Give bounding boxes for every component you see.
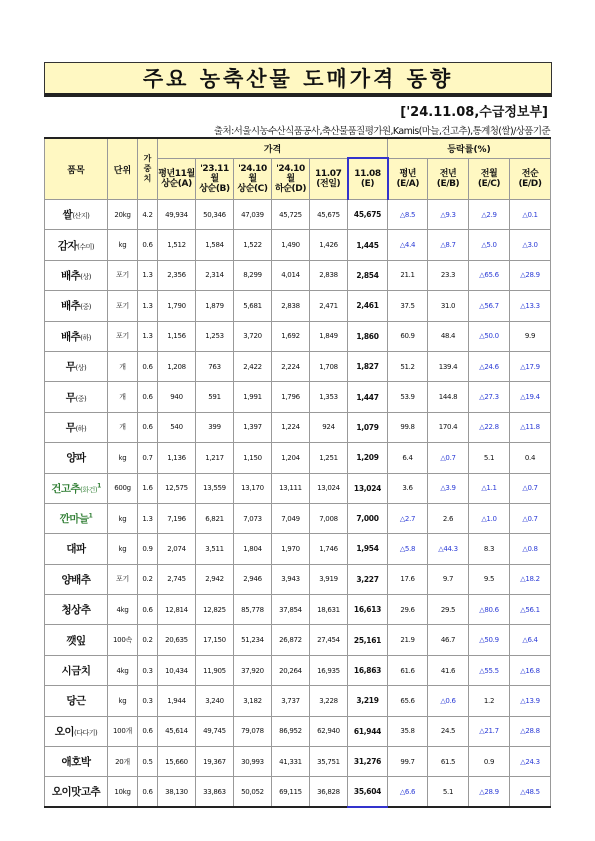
header-rate-col: 전순 (E/D) (510, 158, 551, 200)
price-cell: 13,170 (234, 473, 272, 503)
price-cell: 4,014 (272, 260, 310, 290)
current-price-cell: 13,024 (348, 473, 388, 503)
price-cell: 1,804 (234, 534, 272, 564)
item-name-cell: 무(중) (45, 382, 108, 412)
item-name-cell: 쌀(산지) (45, 200, 108, 230)
price-cell: 86,952 (272, 716, 310, 746)
price-cell: 49,745 (196, 716, 234, 746)
table-row (45, 412, 551, 442)
header-price-col: '24.10월 하순(D) (272, 158, 310, 200)
price-cell: 1,156 (158, 321, 196, 351)
table-row (45, 777, 551, 807)
item-name-cell: 양배추 (45, 564, 108, 594)
price-cell: 1,426 (310, 230, 348, 260)
price-cell: 2,422 (234, 351, 272, 381)
price-cell: 540 (158, 412, 196, 442)
rate-cell: △1.1 (469, 473, 510, 503)
table-row (45, 595, 551, 625)
price-cell: 2,314 (196, 260, 234, 290)
price-cell: 2,946 (234, 564, 272, 594)
price-cell: 50,346 (196, 200, 234, 230)
unit-cell: 600g (108, 473, 138, 503)
rate-cell: △0.7 (510, 503, 551, 533)
price-cell: 1,796 (272, 382, 310, 412)
table-row (45, 503, 551, 533)
unit-cell: kg (108, 686, 138, 716)
rate-cell: △28.9 (510, 260, 551, 290)
rate-cell: △13.3 (510, 291, 551, 321)
price-table (44, 137, 551, 808)
price-cell: 38,130 (158, 777, 196, 807)
unit-cell: 개 (108, 412, 138, 442)
item-name-cell: 무(하) (45, 412, 108, 442)
current-price-cell: 45,675 (348, 200, 388, 230)
item-name-cell: 배추(상) (45, 260, 108, 290)
unit-cell: kg (108, 443, 138, 473)
price-cell: 1,944 (158, 686, 196, 716)
item-name-cell: 오이맛고추 (45, 777, 108, 807)
rate-cell: 35.8 (388, 716, 428, 746)
rate-cell: △2.7 (388, 503, 428, 533)
price-cell: 27,454 (310, 625, 348, 655)
weight-cell: 0.6 (138, 595, 158, 625)
date-department-label: ['24.11.08,수급정보부] (400, 105, 548, 120)
rate-cell: 9.7 (428, 564, 469, 594)
current-price-cell: 1,447 (348, 382, 388, 412)
weight-cell: 1.3 (138, 260, 158, 290)
unit-cell: 20kg (108, 200, 138, 230)
table-row (45, 382, 551, 412)
price-cell: 1,970 (272, 534, 310, 564)
current-price-cell: 3,227 (348, 564, 388, 594)
price-cell: 3,737 (272, 686, 310, 716)
price-cell: 49,934 (158, 200, 196, 230)
header-price-col: 평년11월 상순(A) (158, 158, 196, 200)
rate-cell: 5.1 (428, 777, 469, 807)
current-price-cell: 1,445 (348, 230, 388, 260)
rate-cell: △1.0 (469, 503, 510, 533)
current-price-cell: 1,954 (348, 534, 388, 564)
table-row (45, 351, 551, 381)
rate-cell: 6.4 (388, 443, 428, 473)
table-row (45, 534, 551, 564)
unit-cell: 100개 (108, 716, 138, 746)
price-cell: 5,681 (234, 291, 272, 321)
rate-cell: 2.6 (428, 503, 469, 533)
price-cell: 3,720 (234, 321, 272, 351)
weight-cell: 0.3 (138, 655, 158, 685)
rate-cell: 5.1 (469, 443, 510, 473)
weight-cell: 0.5 (138, 747, 158, 777)
price-cell: 11,905 (196, 655, 234, 685)
current-price-cell: 7,000 (348, 503, 388, 533)
rate-cell: △80.6 (469, 595, 510, 625)
rate-cell: 51.2 (388, 351, 428, 381)
table-row (45, 230, 551, 260)
rate-cell: △9.3 (428, 200, 469, 230)
unit-cell: 100속 (108, 625, 138, 655)
unit-cell: 포기 (108, 260, 138, 290)
price-cell: 30,993 (234, 747, 272, 777)
source-note: 출처:서울시농수산식품공사,축산물품질평가원,Kamis(마늘,건고추),통계청(쌀)/상품기준 (213, 126, 550, 137)
current-price-cell: 1,079 (348, 412, 388, 442)
rate-cell: △0.1 (510, 200, 551, 230)
rate-cell: 41.6 (428, 655, 469, 685)
item-name-cell: 배추(중) (45, 291, 108, 321)
table-row (45, 625, 551, 655)
weight-cell: 0.3 (138, 686, 158, 716)
weight-cell: 0.9 (138, 534, 158, 564)
current-price-cell: 1,827 (348, 351, 388, 381)
price-cell: 12,575 (158, 473, 196, 503)
price-cell: 1,512 (158, 230, 196, 260)
rate-cell: △13.9 (510, 686, 551, 716)
price-cell: 1,204 (272, 443, 310, 473)
price-cell: 1,746 (310, 534, 348, 564)
rate-cell: △28.8 (510, 716, 551, 746)
price-cell: 37,854 (272, 595, 310, 625)
item-name-cell: 건고추(화건)$^1$ (45, 473, 108, 503)
table-row (45, 260, 551, 290)
price-cell: 17,150 (196, 625, 234, 655)
header-rate-group: 등락률(%) (388, 138, 551, 158)
price-cell: 20,264 (272, 655, 310, 685)
rate-cell: △6.6 (388, 777, 428, 807)
table-row (45, 291, 551, 321)
price-cell: 37,920 (234, 655, 272, 685)
table-row (45, 473, 551, 503)
price-cell: 1,224 (272, 412, 310, 442)
header-price-col: 11.07 (전일) (310, 158, 348, 200)
header-rate-col: 전월 (E/C) (469, 158, 510, 200)
rate-cell: △2.9 (469, 200, 510, 230)
price-cell: 1,217 (196, 443, 234, 473)
price-cell: 940 (158, 382, 196, 412)
price-cell: 50,052 (234, 777, 272, 807)
price-cell: 2,942 (196, 564, 234, 594)
rate-cell: △8.7 (428, 230, 469, 260)
price-cell: 6,821 (196, 503, 234, 533)
price-cell: 3,943 (272, 564, 310, 594)
weight-cell: 0.6 (138, 716, 158, 746)
current-price-cell: 61,944 (348, 716, 388, 746)
rate-cell: △17.9 (510, 351, 551, 381)
rate-cell: △44.3 (428, 534, 469, 564)
price-cell: 26,872 (272, 625, 310, 655)
rate-cell: 170.4 (428, 412, 469, 442)
price-cell: 2,838 (310, 260, 348, 290)
rate-cell: 48.4 (428, 321, 469, 351)
header-price-col: 11.08 (E) (348, 158, 388, 200)
price-cell: 2,745 (158, 564, 196, 594)
price-cell: 1,708 (310, 351, 348, 381)
price-cell: 10,434 (158, 655, 196, 685)
rate-cell: 139.4 (428, 351, 469, 381)
price-cell: 13,024 (310, 473, 348, 503)
header-item: 품목 (45, 138, 108, 200)
rate-cell: △18.2 (510, 564, 551, 594)
price-cell: 79,078 (234, 716, 272, 746)
price-cell: 3,511 (196, 534, 234, 564)
current-price-cell: 1,860 (348, 321, 388, 351)
rate-cell: 46.7 (428, 625, 469, 655)
rate-cell: △16.8 (510, 655, 551, 685)
unit-cell: kg (108, 503, 138, 533)
rate-cell: △19.4 (510, 382, 551, 412)
header-price-group: 가격 (158, 138, 388, 158)
price-cell: 69,115 (272, 777, 310, 807)
table-row (45, 564, 551, 594)
price-cell: 1,397 (234, 412, 272, 442)
price-cell: 7,049 (272, 503, 310, 533)
rate-cell: △48.5 (510, 777, 551, 807)
table-row (45, 686, 551, 716)
rate-cell: △6.4 (510, 625, 551, 655)
price-cell: 1,150 (234, 443, 272, 473)
header-weight: 가 중 치 (138, 138, 158, 200)
price-cell: 13,111 (272, 473, 310, 503)
unit-cell: 20개 (108, 747, 138, 777)
unit-cell: 4kg (108, 595, 138, 625)
unit-cell: 포기 (108, 564, 138, 594)
price-cell: 3,919 (310, 564, 348, 594)
price-cell: 1,790 (158, 291, 196, 321)
price-cell: 2,471 (310, 291, 348, 321)
price-cell: 1,879 (196, 291, 234, 321)
current-price-cell: 16,613 (348, 595, 388, 625)
price-cell: 15,660 (158, 747, 196, 777)
weight-cell: 0.6 (138, 351, 158, 381)
rate-cell: △21.7 (469, 716, 510, 746)
unit-cell: kg (108, 534, 138, 564)
price-cell: 763 (196, 351, 234, 381)
price-cell: 7,008 (310, 503, 348, 533)
unit-cell: 포기 (108, 321, 138, 351)
item-name-cell: 청상추 (45, 595, 108, 625)
rate-cell: △0.7 (428, 443, 469, 473)
rate-cell: △28.9 (469, 777, 510, 807)
price-cell: 36,828 (310, 777, 348, 807)
price-cell: 13,559 (196, 473, 234, 503)
item-name-cell: 깻잎 (45, 625, 108, 655)
rate-cell: △5.0 (469, 230, 510, 260)
price-cell: 51,234 (234, 625, 272, 655)
price-cell: 2,224 (272, 351, 310, 381)
current-price-cell: 3,219 (348, 686, 388, 716)
price-cell: 85,778 (234, 595, 272, 625)
rate-cell: 17.6 (388, 564, 428, 594)
item-name-cell: 감자(수미) (45, 230, 108, 260)
price-cell: 19,367 (196, 747, 234, 777)
header-rate-col: 평년 (E/A) (388, 158, 428, 200)
price-cell: 591 (196, 382, 234, 412)
item-name-cell: 시금치 (45, 655, 108, 685)
item-name-cell: 양파 (45, 443, 108, 473)
price-cell: 2,356 (158, 260, 196, 290)
price-cell: 1,253 (196, 321, 234, 351)
price-cell: 16,935 (310, 655, 348, 685)
unit-cell: 4kg (108, 655, 138, 685)
price-cell: 41,331 (272, 747, 310, 777)
rate-cell: 61.5 (428, 747, 469, 777)
unit-cell: 개 (108, 351, 138, 381)
price-cell: 12,814 (158, 595, 196, 625)
weight-cell: 0.2 (138, 625, 158, 655)
rate-cell: △27.3 (469, 382, 510, 412)
price-cell: 1,353 (310, 382, 348, 412)
price-cell: 1,584 (196, 230, 234, 260)
header-price-col: '24.10월 상순(C) (234, 158, 272, 200)
rate-cell: 3.6 (388, 473, 428, 503)
price-cell: 1,991 (234, 382, 272, 412)
weight-cell: 4.2 (138, 200, 158, 230)
rate-cell: 23.3 (428, 260, 469, 290)
rate-cell: △11.8 (510, 412, 551, 442)
page-title: 주요 농축산물 도매가격 동향 (44, 62, 552, 97)
rate-cell: 8.3 (469, 534, 510, 564)
price-cell: 2,074 (158, 534, 196, 564)
rate-cell: 61.6 (388, 655, 428, 685)
item-name-cell: 깐마늘$^1$ (45, 503, 108, 533)
header-unit: 단위 (108, 138, 138, 200)
unit-cell: 개 (108, 382, 138, 412)
price-cell: 12,825 (196, 595, 234, 625)
weight-cell: 0.2 (138, 564, 158, 594)
item-name-cell: 대파 (45, 534, 108, 564)
rate-cell: △24.6 (469, 351, 510, 381)
rate-cell: △24.3 (510, 747, 551, 777)
rate-cell: 65.6 (388, 686, 428, 716)
item-name-cell: 오이(다다기) (45, 716, 108, 746)
rate-cell: 1.2 (469, 686, 510, 716)
rate-cell: △56.1 (510, 595, 551, 625)
unit-cell: 10kg (108, 777, 138, 807)
current-price-cell: 31,276 (348, 747, 388, 777)
current-price-cell: 2,461 (348, 291, 388, 321)
rate-cell: △50.9 (469, 625, 510, 655)
item-name-cell: 애호박 (45, 747, 108, 777)
table-row (45, 655, 551, 685)
price-cell: 8,299 (234, 260, 272, 290)
rate-cell: 53.9 (388, 382, 428, 412)
table-row (45, 747, 551, 777)
rate-cell: △55.5 (469, 655, 510, 685)
item-name-cell: 무(상) (45, 351, 108, 381)
price-cell: 20,635 (158, 625, 196, 655)
price-cell: 7,073 (234, 503, 272, 533)
rate-cell: 29.5 (428, 595, 469, 625)
price-cell: 3,240 (196, 686, 234, 716)
price-cell: 3,228 (310, 686, 348, 716)
price-cell: 1,849 (310, 321, 348, 351)
unit-cell: 포기 (108, 291, 138, 321)
price-cell: 924 (310, 412, 348, 442)
price-cell: 1,522 (234, 230, 272, 260)
rate-cell: △5.8 (388, 534, 428, 564)
weight-cell: 1.3 (138, 321, 158, 351)
weight-cell: 1.3 (138, 503, 158, 533)
price-cell: 1,692 (272, 321, 310, 351)
weight-cell: 0.6 (138, 777, 158, 807)
weight-cell: 0.6 (138, 382, 158, 412)
rate-cell: 9.5 (469, 564, 510, 594)
table-row (45, 443, 551, 473)
rate-cell: △3.9 (428, 473, 469, 503)
rate-cell: 0.9 (469, 747, 510, 777)
rate-cell: △56.7 (469, 291, 510, 321)
price-cell: 1,208 (158, 351, 196, 381)
table-row (45, 321, 551, 351)
rate-cell: 99.7 (388, 747, 428, 777)
rate-cell: △65.6 (469, 260, 510, 290)
rate-cell: △0.8 (510, 534, 551, 564)
header-price-col: '23.11월 상순(B) (196, 158, 234, 200)
rate-cell: 31.0 (428, 291, 469, 321)
price-cell: 45,614 (158, 716, 196, 746)
price-cell: 45,675 (310, 200, 348, 230)
rate-cell: △0.7 (510, 473, 551, 503)
item-name-cell: 당근 (45, 686, 108, 716)
price-cell: 45,725 (272, 200, 310, 230)
rate-cell: △22.8 (469, 412, 510, 442)
weight-cell: 0.6 (138, 230, 158, 260)
price-cell: 33,863 (196, 777, 234, 807)
rate-cell: 21.1 (388, 260, 428, 290)
current-price-cell: 16,863 (348, 655, 388, 685)
price-cell: 1,136 (158, 443, 196, 473)
price-cell: 3,182 (234, 686, 272, 716)
table-row (45, 200, 551, 230)
weight-cell: 0.7 (138, 443, 158, 473)
rate-cell: △0.6 (428, 686, 469, 716)
current-price-cell: 2,854 (348, 260, 388, 290)
current-price-cell: 25,161 (348, 625, 388, 655)
rate-cell: 37.5 (388, 291, 428, 321)
price-cell: 399 (196, 412, 234, 442)
price-cell: 62,940 (310, 716, 348, 746)
header-rate-col: 전년 (E/B) (428, 158, 469, 200)
current-price-cell: 35,604 (348, 777, 388, 807)
weight-cell: 1.6 (138, 473, 158, 503)
rate-cell: 99.8 (388, 412, 428, 442)
rate-cell: △50.0 (469, 321, 510, 351)
rate-cell: 60.9 (388, 321, 428, 351)
item-name-cell: 배추(하) (45, 321, 108, 351)
rate-cell: △8.5 (388, 200, 428, 230)
weight-cell: 0.6 (138, 412, 158, 442)
price-cell: 18,631 (310, 595, 348, 625)
current-price-cell: 1,209 (348, 443, 388, 473)
rate-cell: 0.4 (510, 443, 551, 473)
rate-cell: 21.9 (388, 625, 428, 655)
rate-cell: 9.9 (510, 321, 551, 351)
weight-cell: 1.3 (138, 291, 158, 321)
price-cell: 2,838 (272, 291, 310, 321)
rate-cell: 24.5 (428, 716, 469, 746)
price-cell: 7,196 (158, 503, 196, 533)
rate-cell: △3.0 (510, 230, 551, 260)
price-cell: 1,490 (272, 230, 310, 260)
price-cell: 35,751 (310, 747, 348, 777)
rate-cell: 29.6 (388, 595, 428, 625)
rate-cell: 144.8 (428, 382, 469, 412)
table-row (45, 716, 551, 746)
unit-cell: kg (108, 230, 138, 260)
price-cell: 47,039 (234, 200, 272, 230)
price-cell: 1,251 (310, 443, 348, 473)
rate-cell: △4.4 (388, 230, 428, 260)
